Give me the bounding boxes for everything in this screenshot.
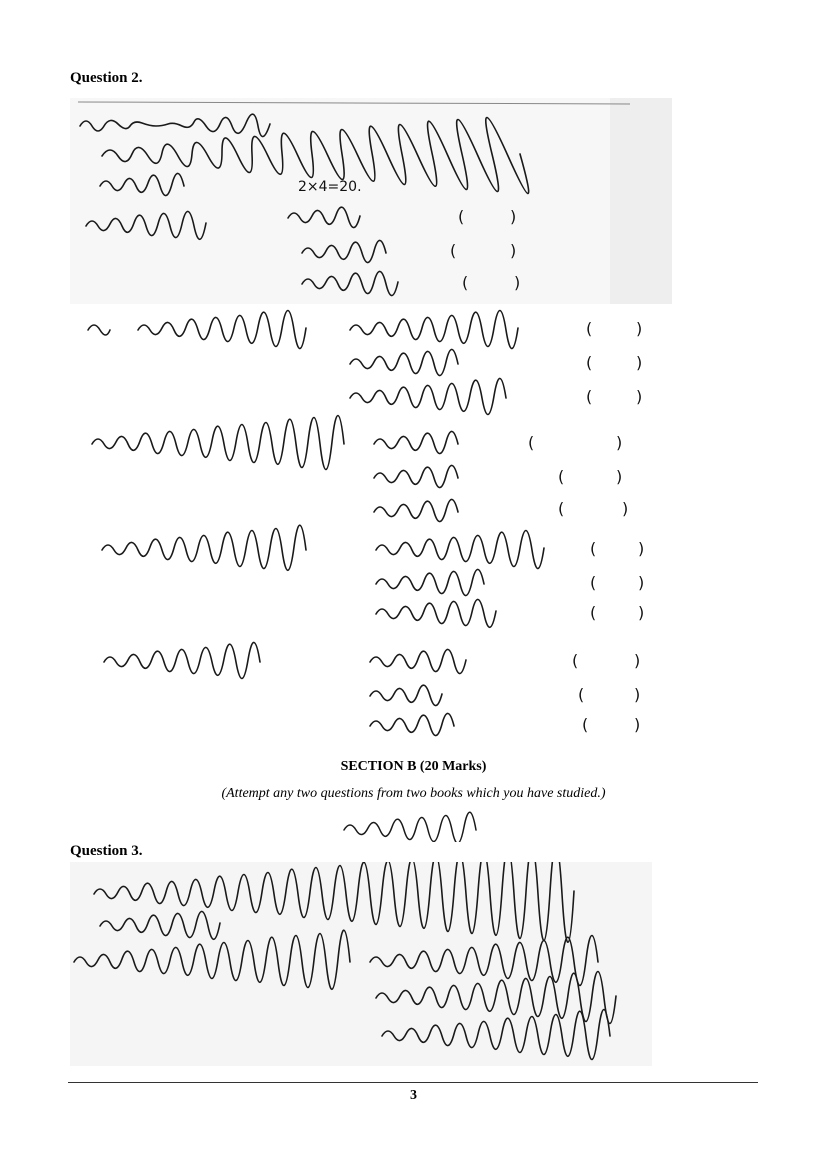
svg-text:(: (: [582, 715, 589, 734]
question-2-heading: Question 2.: [70, 70, 143, 86]
question-2-options-handwritten: [82, 308, 662, 740]
svg-text:): ): [638, 603, 645, 622]
svg-text:): ): [616, 433, 623, 452]
svg-text:): ): [510, 241, 517, 260]
svg-text:): ): [514, 273, 521, 292]
svg-text:(: (: [590, 603, 597, 622]
svg-text:(: (: [558, 467, 565, 486]
svg-text:(: (: [458, 207, 465, 226]
svg-text:(: (: [590, 573, 597, 592]
svg-text:): ): [622, 499, 629, 518]
svg-text:(: (: [450, 241, 457, 260]
handwritten-tibetan-scan-icon: [340, 806, 490, 842]
handwritten-tibetan-scan-icon: [70, 98, 672, 304]
svg-text:): ): [638, 573, 645, 592]
svg-text:): ): [636, 387, 643, 406]
svg-text:): ): [638, 539, 645, 558]
svg-text:): ): [634, 651, 641, 670]
handwritten-tibetan-scan-icon: [82, 308, 662, 740]
svg-text:(: (: [572, 651, 579, 670]
handwritten-tibetan-scan-icon: [70, 862, 652, 1066]
svg-text:(: (: [586, 353, 593, 372]
svg-text:(: (: [586, 319, 593, 338]
svg-text:(: (: [586, 387, 593, 406]
svg-text:): ): [616, 467, 623, 486]
question-3-heading: Question 3.: [70, 843, 143, 859]
marks-expression: 2×4=20.: [298, 179, 362, 195]
svg-text:(: (: [558, 499, 565, 518]
section-b-instruction: (Attempt any two questions from two books which you have studied.): [221, 786, 606, 801]
svg-text:(: (: [578, 685, 585, 704]
book-title-handwritten: [340, 806, 490, 842]
svg-text:(: (: [528, 433, 535, 452]
section-b-title: SECTION B (20 Marks): [340, 759, 487, 774]
svg-text:): ): [636, 353, 643, 372]
svg-text:(: (: [462, 273, 469, 292]
svg-text:): ): [634, 715, 641, 734]
question-3-handwritten-scan: [70, 862, 652, 1066]
question-2-handwritten-scan: [70, 98, 672, 304]
page-number: 3: [410, 1088, 417, 1103]
svg-text:): ): [636, 319, 643, 338]
svg-text:): ): [510, 207, 517, 226]
svg-text:): ): [634, 685, 641, 704]
svg-text:(: (: [590, 539, 597, 558]
footer-divider: [68, 1082, 758, 1083]
